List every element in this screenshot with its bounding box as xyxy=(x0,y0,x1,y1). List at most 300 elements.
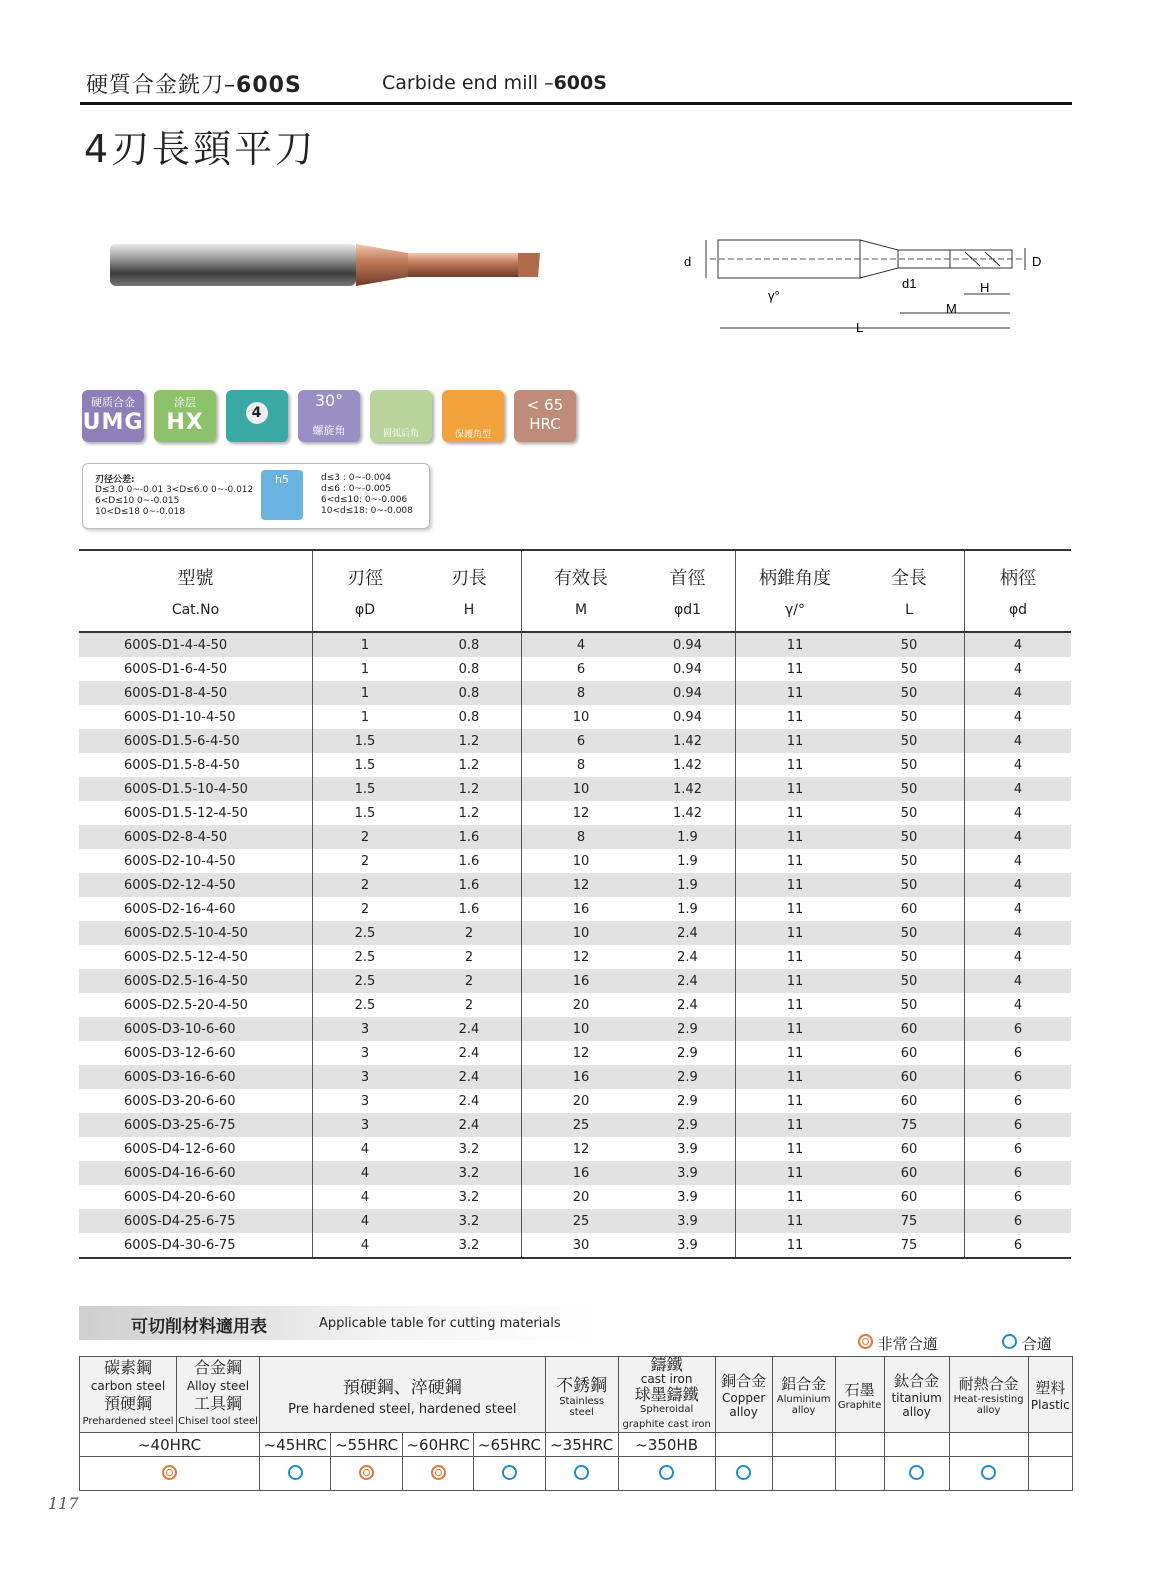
table-cell: 600S-D3-10-6-60 xyxy=(79,1017,313,1041)
table-cell: 2.4 xyxy=(417,1065,522,1089)
suitability-cell xyxy=(545,1457,618,1491)
table-row xyxy=(79,945,1071,969)
suitability-cell xyxy=(884,1457,949,1491)
table-cell: 1.6 xyxy=(417,849,522,873)
table-cell: 50 xyxy=(854,801,965,825)
page-subtitle: 4刃長頸平刀 xyxy=(84,127,317,171)
table-cell: 1.9 xyxy=(640,825,736,849)
table-cell: 2.9 xyxy=(640,1089,736,1113)
table-cell: 11 xyxy=(786,1141,804,1157)
table-cell: 11 xyxy=(786,805,804,821)
table-cell: 0.8 xyxy=(417,632,522,657)
table-cell: 1 xyxy=(313,632,418,657)
table-cell: 0.94 xyxy=(640,632,736,657)
protection-angle-icon: 保護角型 xyxy=(442,390,504,442)
table-cell: 4 xyxy=(313,1209,418,1233)
arc-relief-icon: 圆弧后角 xyxy=(370,390,432,442)
table-cell: 600S-D4-12-6-60 xyxy=(79,1137,313,1161)
table-cell: 50 xyxy=(854,681,965,705)
table-row xyxy=(79,1137,1071,1161)
table-cell: 600S-D1.5-10-4-50 xyxy=(79,777,313,801)
table-cell: 11 xyxy=(786,1189,804,1205)
table-cell: 4 xyxy=(965,681,1072,705)
table-cell: 2 xyxy=(417,921,522,945)
header-rule xyxy=(80,102,1072,105)
table-cell: 4 xyxy=(360,1141,370,1157)
table-cell: 10 xyxy=(572,709,590,725)
table-row xyxy=(79,657,1071,681)
table-cell: 8 xyxy=(522,825,641,849)
suitable-icon xyxy=(288,1465,303,1480)
table-cell: 50 xyxy=(854,657,965,681)
suitability-cell xyxy=(474,1457,545,1491)
table-cell: 600S-D1-10-4-50 xyxy=(79,705,313,729)
table-cell: 6 xyxy=(965,1161,1072,1185)
table-cell: 50 xyxy=(854,825,965,849)
table-cell: 0.8 xyxy=(417,705,522,729)
table-cell: 4 xyxy=(965,873,1072,897)
table-cell: 11 xyxy=(786,853,804,869)
h5-badge: h5 xyxy=(261,470,303,520)
table-cell: 1.6 xyxy=(417,873,522,897)
table-cell: 2.4 xyxy=(417,1089,522,1113)
table-row xyxy=(79,825,1071,849)
table-cell: 2 xyxy=(360,853,370,869)
helix-angle-icon: 30° 螺旋角 xyxy=(298,390,360,442)
dim-M: M xyxy=(946,301,957,316)
table-row xyxy=(79,969,1071,993)
dimension-drawing xyxy=(680,218,1060,348)
table-cell: 3 xyxy=(360,1045,370,1061)
table-cell: 600S-D4-20-6-60 xyxy=(79,1185,313,1209)
table-cell: 3.2 xyxy=(417,1161,522,1185)
suitable-icon xyxy=(981,1465,996,1480)
spec-table xyxy=(79,549,1071,1259)
table-cell: 50 xyxy=(854,729,965,753)
table-cell: 1.2 xyxy=(417,729,522,753)
table-cell: 1 xyxy=(360,709,370,725)
table-cell: 8 xyxy=(576,757,586,773)
table-cell: 50 xyxy=(854,777,965,801)
table-cell: 4 xyxy=(1013,757,1023,773)
table-cell: 75 xyxy=(854,1113,965,1137)
table-cell: 1.42 xyxy=(640,729,736,753)
suitability-cell xyxy=(260,1457,331,1491)
table-cell: 11 xyxy=(736,825,855,849)
table-cell: 3.9 xyxy=(640,1161,736,1185)
table-cell: 11 xyxy=(786,997,804,1013)
table-cell: 4 xyxy=(965,729,1072,753)
table-cell: 600S-D1-6-4-50 xyxy=(79,657,313,681)
table-row xyxy=(79,753,1071,777)
table-cell: 11 xyxy=(736,1161,855,1185)
suitability-cell xyxy=(331,1457,402,1491)
table-cell: 11 xyxy=(786,661,804,677)
table-cell: 600S-D4-30-6-75 xyxy=(79,1233,313,1258)
col-d1: 首徑 φd1 xyxy=(640,550,736,632)
table-cell: 8 xyxy=(522,681,641,705)
table-cell: 6 xyxy=(965,1017,1072,1041)
table-cell: 2.9 xyxy=(640,1017,736,1041)
materials-heading-bar: 可切削材料適用表 Applicable table for cutting materials xyxy=(79,1306,599,1340)
col-gamma: 柄錐角度 γ/° xyxy=(759,568,831,618)
table-cell: 4 xyxy=(360,1189,370,1205)
dim-H: H xyxy=(980,280,990,295)
table-cell: 1.2 xyxy=(417,801,522,825)
table-cell: 4 xyxy=(1013,709,1023,725)
table-cell: 11 xyxy=(786,901,804,917)
table-cell: 75 xyxy=(854,1233,965,1258)
table-cell: 60 xyxy=(854,1041,965,1065)
table-cell: 1.2 xyxy=(417,777,522,801)
suitable-icon xyxy=(736,1465,751,1480)
table-cell: 11 xyxy=(786,949,804,965)
table-cell: 1.6 xyxy=(417,897,522,921)
table-cell: 11 xyxy=(736,777,855,801)
table-cell: 20 xyxy=(572,1093,590,1109)
table-cell: 60 xyxy=(854,1161,965,1185)
table-row xyxy=(79,1041,1071,1065)
table-cell: 12 xyxy=(572,1141,590,1157)
table-cell: 1.9 xyxy=(640,873,736,897)
table-row xyxy=(79,1089,1071,1113)
table-row xyxy=(79,1017,1071,1041)
table-cell: 11 xyxy=(736,1209,855,1233)
table-cell: 25 xyxy=(522,1113,641,1137)
table-cell: 6 xyxy=(965,1209,1072,1233)
table-cell: 4 xyxy=(965,777,1072,801)
hardness-350hb: ~350HB xyxy=(618,1433,715,1457)
table-cell: 2.4 xyxy=(417,1017,522,1041)
table-cell: 3.9 xyxy=(640,1137,736,1161)
table-row xyxy=(79,705,1071,729)
suitability-cell xyxy=(772,1457,835,1491)
table-cell: 3 xyxy=(360,1093,370,1109)
table-cell: 6 xyxy=(965,1065,1072,1089)
suitability-cell xyxy=(835,1457,884,1491)
dim-L: L xyxy=(856,320,864,335)
table-cell: 600S-D1-8-4-50 xyxy=(79,681,313,705)
col-D: 刃徑 φD xyxy=(347,568,383,618)
table-cell: 2.4 xyxy=(417,1113,522,1137)
table-cell: 11 xyxy=(786,1093,804,1109)
table-cell: 10 xyxy=(522,921,641,945)
table-cell: 4 xyxy=(1013,997,1023,1013)
table-cell: 600S-D2-16-4-60 xyxy=(79,897,313,921)
table-cell: 1.5 xyxy=(354,757,376,773)
table-cell: 60 xyxy=(854,1089,965,1113)
table-cell: 1.9 xyxy=(640,849,736,873)
table-cell: 11 xyxy=(736,681,855,705)
feature-icons xyxy=(82,390,576,442)
dim-gamma: γ° xyxy=(768,288,780,303)
suitable-icon xyxy=(659,1465,674,1480)
table-cell: 50 xyxy=(854,705,965,729)
hardness-icon: < 65 HRC xyxy=(514,390,576,442)
table-row xyxy=(79,1065,1071,1089)
table-cell: 30 xyxy=(572,1237,590,1253)
header-title-en: Carbide end mill –600S xyxy=(382,72,607,94)
table-row xyxy=(79,801,1071,825)
table-cell: 4 xyxy=(1013,901,1023,917)
table-cell: 600S-D2.5-20-4-50 xyxy=(79,993,313,1017)
table-cell: 3.2 xyxy=(417,1185,522,1209)
table-row xyxy=(79,632,1071,657)
flute-count-icon: 4 xyxy=(226,390,288,442)
suitability-cell xyxy=(80,1457,260,1491)
table-cell: 0.94 xyxy=(640,705,736,729)
table-cell: 3.2 xyxy=(417,1137,522,1161)
table-cell: 20 xyxy=(572,1189,590,1205)
table-cell: 11 xyxy=(786,1045,804,1061)
table-cell: 11 xyxy=(736,729,855,753)
highly-suitable-icon xyxy=(359,1465,374,1480)
table-cell: 50 xyxy=(854,753,965,777)
table-cell: 12 xyxy=(572,1045,590,1061)
table-cell: 4 xyxy=(522,632,641,657)
hardness-65: ~65HRC xyxy=(474,1433,545,1457)
table-cell: 600S-D3-16-6-60 xyxy=(79,1065,313,1089)
table-cell: 1.5 xyxy=(313,777,418,801)
table-cell: 3.2 xyxy=(417,1209,522,1233)
table-cell: 3.9 xyxy=(640,1209,736,1233)
table-cell: 6 xyxy=(1013,1141,1023,1157)
table-cell: 600S-D2.5-16-4-50 xyxy=(79,969,313,993)
table-row xyxy=(79,849,1071,873)
table-cell: 60 xyxy=(854,1185,965,1209)
table-cell: 11 xyxy=(736,1065,855,1089)
table-cell: 60 xyxy=(854,1065,965,1089)
suitability-cell xyxy=(618,1457,715,1491)
table-cell: 10 xyxy=(522,777,641,801)
table-row xyxy=(79,993,1071,1017)
col-H: 刃長 H xyxy=(417,550,522,632)
table-cell: 25 xyxy=(522,1209,641,1233)
table-cell: 2.5 xyxy=(354,997,376,1013)
table-cell: 1.42 xyxy=(640,801,736,825)
legend-best: 非常合適 xyxy=(858,1333,938,1354)
table-cell: 50 xyxy=(854,849,965,873)
table-cell: 600S-D4-25-6-75 xyxy=(79,1209,313,1233)
suitability-cell xyxy=(949,1457,1028,1491)
table-cell: 600S-D3-12-6-60 xyxy=(79,1041,313,1065)
table-cell: 3.9 xyxy=(640,1185,736,1209)
suitable-icon xyxy=(574,1465,589,1480)
table-cell: 11 xyxy=(786,709,804,725)
table-cell: 50 xyxy=(854,993,965,1017)
table-cell: 11 xyxy=(786,757,804,773)
suitability-cell xyxy=(1028,1457,1072,1491)
table-cell: 6 xyxy=(1013,1093,1023,1109)
table-cell: 60 xyxy=(854,1137,965,1161)
table-cell: 6 xyxy=(576,661,586,677)
end-mill-photo xyxy=(108,238,548,294)
table-cell: 6 xyxy=(1013,1045,1023,1061)
table-cell: 12 xyxy=(572,805,590,821)
table-cell: 11 xyxy=(736,969,855,993)
highly-suitable-icon xyxy=(431,1465,446,1480)
hardness-55: ~55HRC xyxy=(331,1433,402,1457)
hardness-60: ~60HRC xyxy=(402,1433,473,1457)
table-cell: 4 xyxy=(965,969,1072,993)
hardness-40: ~40HRC xyxy=(80,1433,260,1457)
table-cell: 11 xyxy=(736,873,855,897)
table-cell: 50 xyxy=(854,632,965,657)
table-row xyxy=(79,777,1071,801)
table-cell: 600S-D1.5-12-4-50 xyxy=(79,801,313,825)
table-row xyxy=(79,1185,1071,1209)
table-cell: 4 xyxy=(1013,949,1023,965)
table-cell: 3.2 xyxy=(417,1233,522,1258)
col-d: 柄徑 φd xyxy=(1000,568,1036,618)
table-cell: 60 xyxy=(854,1017,965,1041)
dim-D: D xyxy=(1032,254,1042,269)
table-cell: 50 xyxy=(854,873,965,897)
table-cell: 2.9 xyxy=(640,1113,736,1137)
table-cell: 16 xyxy=(572,901,590,917)
table-cell: 4 xyxy=(313,1161,418,1185)
table-cell: 2.4 xyxy=(640,921,736,945)
table-cell: 50 xyxy=(854,945,965,969)
table-cell: 4 xyxy=(1013,805,1023,821)
col-L: 全長 L xyxy=(854,550,965,632)
table-cell: 1.42 xyxy=(640,777,736,801)
table-cell: 2.5 xyxy=(313,969,418,993)
table-cell: 600S-D2-8-4-50 xyxy=(79,825,313,849)
table-cell: 600S-D3-20-6-60 xyxy=(79,1089,313,1113)
table-row xyxy=(79,921,1071,945)
table-cell: 600S-D1.5-8-4-50 xyxy=(79,753,313,777)
table-cell: 16 xyxy=(522,1161,641,1185)
table-cell: 16 xyxy=(522,1065,641,1089)
table-cell: 11 xyxy=(786,1237,804,1253)
table-cell: 2 xyxy=(360,901,370,917)
coating-icon: 涂层 HX xyxy=(154,390,216,442)
highly-suitable-icon xyxy=(162,1465,177,1480)
table-cell: 4 xyxy=(965,632,1072,657)
table-cell: 3 xyxy=(313,1065,418,1089)
table-row xyxy=(79,1233,1071,1258)
table-cell: 600S-D2.5-10-4-50 xyxy=(79,921,313,945)
table-cell: 60 xyxy=(854,897,965,921)
table-cell: 4 xyxy=(965,921,1072,945)
table-cell: 600S-D1-4-4-50 xyxy=(79,632,313,657)
table-cell: 50 xyxy=(854,921,965,945)
table-row xyxy=(79,897,1071,921)
table-cell: 0.94 xyxy=(640,657,736,681)
table-cell: 2.4 xyxy=(417,1041,522,1065)
materials-table: 碳素鋼 carbon steel 預硬鋼 Prehardened steel 合金鋼 Alloy steel 工具鋼 Chisel tool steel 預硬鋼、淬硬鋼 Pre hardened steel, hardened steel 不銹鋼 Stainless steel 鑄鐵 cast iron 球墨鑄鐵 Spheroidal graphite cast iron 銅合金 Copper alloy 鋁合金 Aluminium alloy 石墨 Graphite 鈦合金 titanium alloy 耐熱合金 Heat-resisting alloy 塑料 Plastic ~40HRC ~45HRC ~55HRC ~60HRC ~65HRC ~35HRC ~350HB xyxy=(79,1356,1073,1491)
table-cell: 1 xyxy=(360,661,370,677)
table-cell: 20 xyxy=(572,997,590,1013)
table-cell: 4 xyxy=(360,1237,370,1253)
table-cell: 1.6 xyxy=(417,825,522,849)
table-row xyxy=(79,873,1071,897)
suitable-icon xyxy=(502,1465,517,1480)
table-cell: 16 xyxy=(522,969,641,993)
table-cell: 6 xyxy=(1013,1189,1023,1205)
dim-d1: d1 xyxy=(902,276,917,291)
table-cell: 2 xyxy=(417,969,522,993)
table-row xyxy=(79,1161,1071,1185)
table-cell: 600S-D2-10-4-50 xyxy=(79,849,313,873)
table-cell: 6 xyxy=(522,729,641,753)
table-cell: 10 xyxy=(572,853,590,869)
table-row xyxy=(79,1209,1071,1233)
table-cell: 600S-D4-16-6-60 xyxy=(79,1161,313,1185)
suitable-icon xyxy=(909,1465,924,1480)
table-cell: 4 xyxy=(1013,853,1023,869)
table-cell: 0.8 xyxy=(417,657,522,681)
table-cell: 11 xyxy=(736,921,855,945)
table-cell: 2 xyxy=(313,825,418,849)
table-cell: 2 xyxy=(313,873,418,897)
table-row xyxy=(79,1113,1071,1137)
table-cell: 3.9 xyxy=(640,1233,736,1258)
table-cell: 6 xyxy=(965,1113,1072,1137)
table-cell: 4 xyxy=(1013,661,1023,677)
table-cell: 1 xyxy=(313,681,418,705)
table-cell: 600S-D1.5-6-4-50 xyxy=(79,729,313,753)
table-cell: 1.5 xyxy=(313,729,418,753)
tolerance-box: 刃径公差: D≤3.0 0~-0.01 3<D≤6.0 0~-0.012 6<D≤10 0~-0.015 10<D≤18 0~-0.018 h5 d≤3 : 0~-0.004 d≤6 : 0~-0.005 6<d≤10: 0~-0.006 10<d≤18: 0~-0.008 xyxy=(82,463,430,529)
table-cell: 2 xyxy=(417,993,522,1017)
table-cell: 600S-D2-12-4-50 xyxy=(79,873,313,897)
legend-good: 合適 xyxy=(1002,1333,1052,1354)
table-cell: 600S-D3-25-6-75 xyxy=(79,1113,313,1137)
table-cell: 11 xyxy=(736,1113,855,1137)
table-cell: 1.9 xyxy=(640,897,736,921)
table-cell: 2.9 xyxy=(640,1041,736,1065)
table-cell: 1.5 xyxy=(354,805,376,821)
table-cell: 1.2 xyxy=(417,753,522,777)
table-cell: 3 xyxy=(313,1017,418,1041)
table-cell: 12 xyxy=(522,873,641,897)
table-cell: 2.4 xyxy=(640,993,736,1017)
table-cell: 2.4 xyxy=(640,969,736,993)
table-cell: 12 xyxy=(572,949,590,965)
table-cell: 2 xyxy=(417,945,522,969)
table-cell: 75 xyxy=(854,1209,965,1233)
table-cell: 0.8 xyxy=(417,681,522,705)
hardness-35: ~35HRC xyxy=(545,1433,618,1457)
table-cell: 4 xyxy=(965,825,1072,849)
table-cell: 600S-D2.5-12-4-50 xyxy=(79,945,313,969)
legend-best-icon xyxy=(858,1334,873,1349)
table-cell: 10 xyxy=(522,1017,641,1041)
table-cell: 2.4 xyxy=(640,945,736,969)
page-number: 117 xyxy=(48,1494,79,1513)
suitability-cell xyxy=(402,1457,473,1491)
table-cell: 11 xyxy=(736,1017,855,1041)
table-cell: 2.5 xyxy=(313,921,418,945)
table-cell: 3 xyxy=(313,1113,418,1137)
table-row xyxy=(79,729,1071,753)
header-title-cn: 硬質合金銑刀–600S xyxy=(86,73,302,98)
table-cell: 11 xyxy=(736,632,855,657)
legend-good-icon xyxy=(1002,1334,1017,1349)
table-row xyxy=(79,681,1071,705)
table-cell: 2.9 xyxy=(640,1065,736,1089)
col-cat: 型號 Cat.No xyxy=(79,550,313,632)
table-cell: 0.94 xyxy=(640,681,736,705)
table-cell: 2.5 xyxy=(354,949,376,965)
table-cell: 1.42 xyxy=(640,753,736,777)
table-cell: 50 xyxy=(854,969,965,993)
dim-d: d xyxy=(684,254,692,269)
table-cell: 6 xyxy=(1013,1237,1023,1253)
suitability-cell xyxy=(715,1457,772,1491)
